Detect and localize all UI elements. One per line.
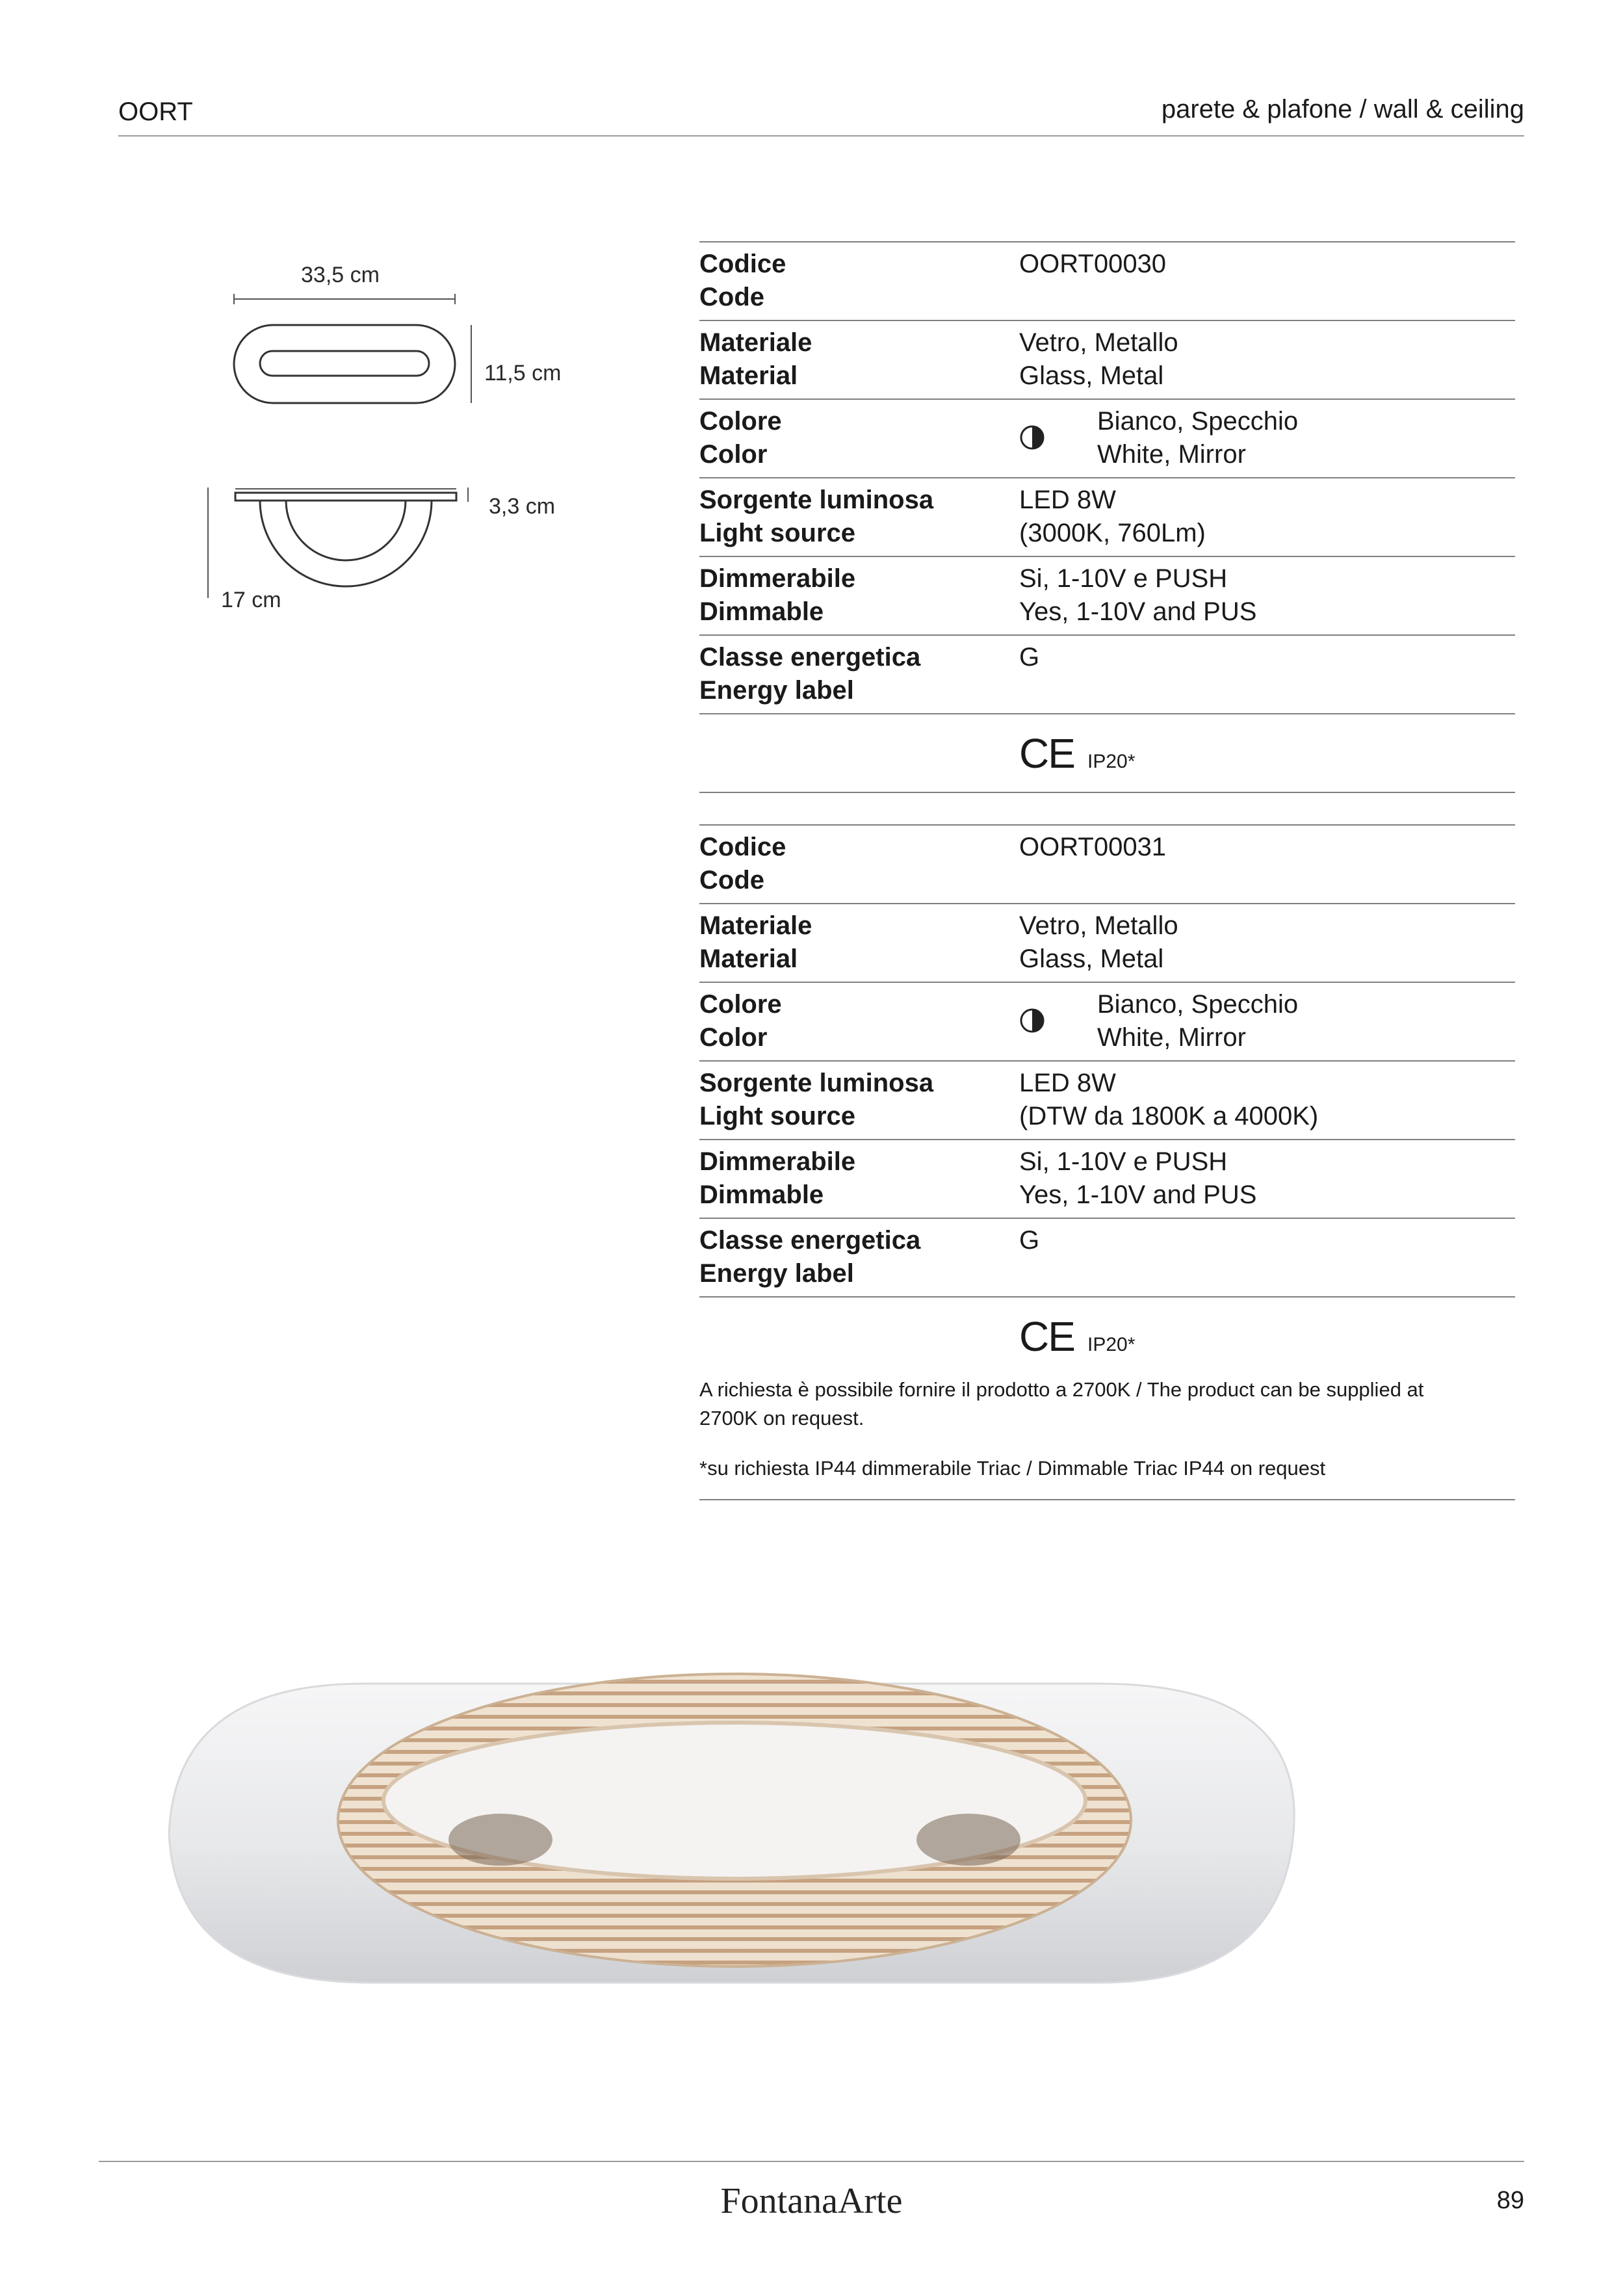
half-circle-icon <box>1019 424 1045 450</box>
width-dimension: 33,5 cm <box>301 263 380 287</box>
spec-row-light-source: Sorgente luminosa Light source LED 8W (3000K, 760Lm) <box>699 477 1515 556</box>
page-number: 89 <box>1496 2187 1524 2214</box>
spec-row-light-source: Sorgente luminosa Light source LED 8W (DTW da 1800K a 4000K) <box>699 1060 1515 1139</box>
brand-logo: FontanaArte <box>720 2181 903 2221</box>
height-dimension: 11,5 cm <box>484 361 562 385</box>
notes <box>699 1376 1515 1500</box>
product-name: OORT <box>118 98 193 126</box>
product-photo <box>149 1638 1319 2171</box>
spec-row-energy-label: Classe energetica Energy label G <box>699 1218 1515 1296</box>
note-line: 2700K on request. <box>699 1407 864 1429</box>
total-height-dimension: 17 cm <box>221 588 281 612</box>
technical-drawing <box>195 286 507 624</box>
spec-row-code: Codice Code OORT00031 <box>699 824 1515 903</box>
spec-row-certification <box>699 1296 1515 1375</box>
spec-row-dimmable: Dimmerabile Dimmable Si, 1-10V e PUSH Yes, 1-10V and PUS <box>699 556 1515 634</box>
spec-row-material: Materiale Material Vetro, Metallo Glass, Metal <box>699 903 1515 982</box>
ce-mark-icon: CE <box>1019 1313 1074 1360</box>
spec-row-color: Colore Color Bianco, Specchio White, Mirror <box>699 982 1515 1060</box>
spec-row-material: Materiale Material Vetro, Metallo Glass, Metal <box>699 320 1515 398</box>
spec-row-energy-label: Classe energetica Energy label G <box>699 634 1515 713</box>
ip-rating: IP20* <box>1087 1334 1136 1355</box>
spec-table-1 <box>699 241 1515 793</box>
spec-row-color: Colore Color Bianco, Specchio White, Mirror <box>699 398 1515 477</box>
spec-table-2 <box>699 824 1515 1375</box>
category-title: parete & plafone / wall & ceiling <box>1161 95 1524 124</box>
depth-dimension: 3,3 cm <box>489 494 556 519</box>
spec-row-code: Codice Code OORT00030 <box>699 241 1515 320</box>
ip-rating: IP20* <box>1087 751 1136 772</box>
note-line: A richiesta è possibile fornire il prodotto a 2700K / The product can be supplied at <box>699 1378 1424 1401</box>
footer-divider <box>99 2161 1524 2162</box>
spec-row-certification <box>699 713 1515 793</box>
ce-mark-icon: CE <box>1019 730 1074 777</box>
header-divider <box>118 135 1524 137</box>
half-circle-icon <box>1019 1008 1045 1034</box>
spec-row-dimmable: Dimmerabile Dimmable Si, 1-10V e PUSH Yes, 1-10V and PUS <box>699 1139 1515 1218</box>
note-line: *su richiesta IP44 dimmerabile Triac / Dimmable Triac IP44 on request <box>699 1457 1326 1480</box>
